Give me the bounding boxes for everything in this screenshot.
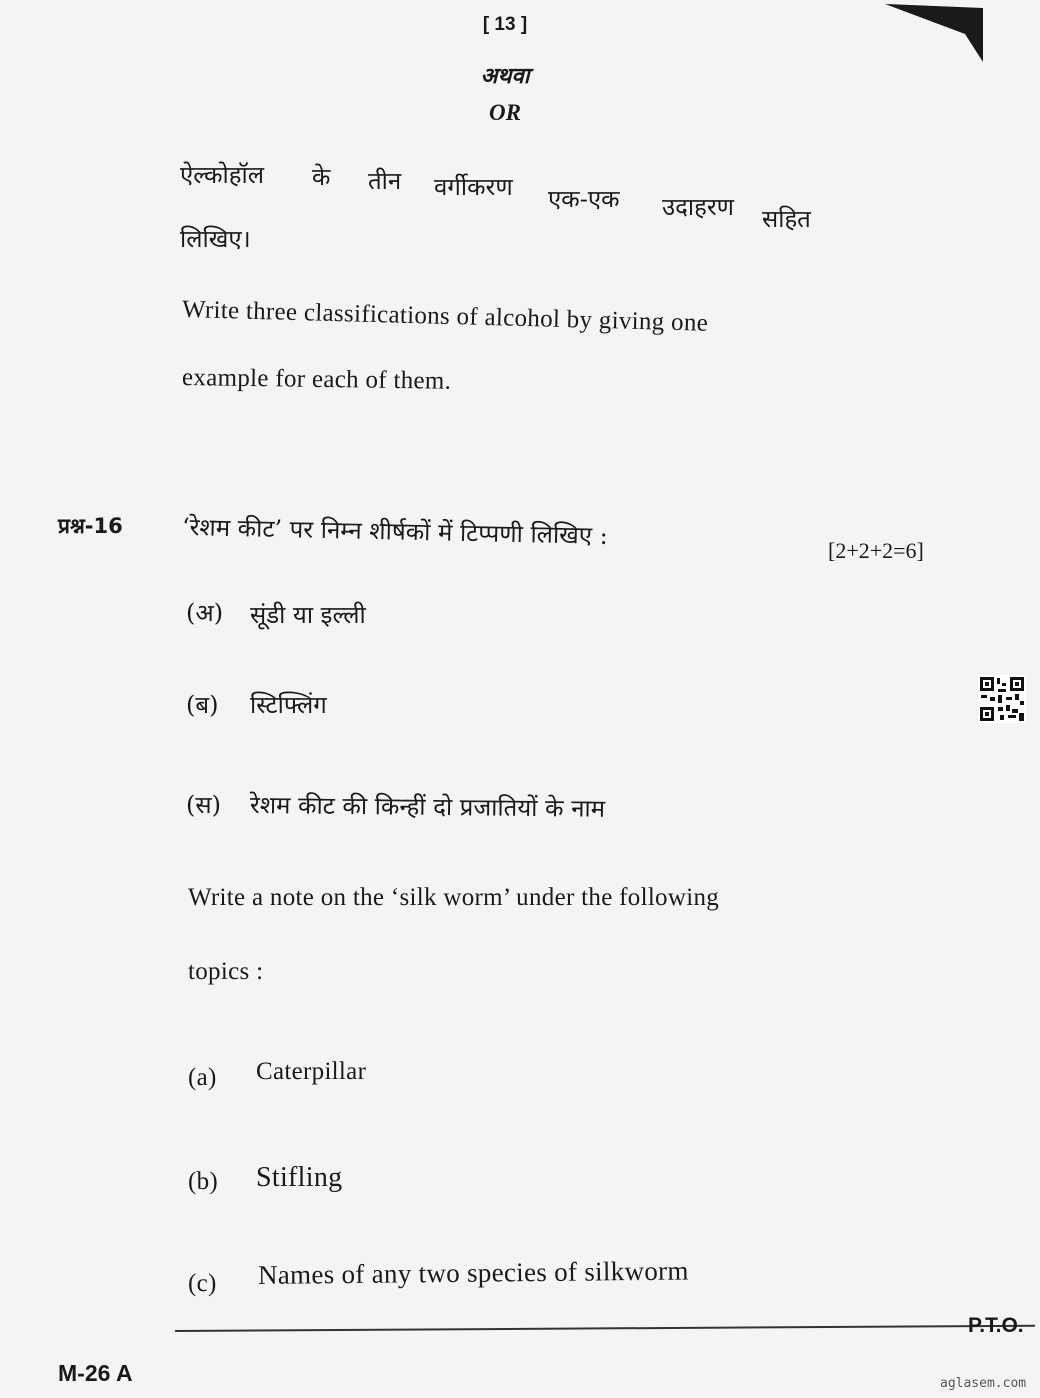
hindi-word: ऐल्कोहॉल (180, 161, 264, 189)
question-16-label: प्रश्न-16 (58, 514, 123, 538)
watermark: aglasem.com (940, 1376, 1027, 1391)
question-16-english-prompt-line1: Write a note on the ‘silk worm’ under the following (188, 884, 720, 911)
hindi-word: के (312, 163, 331, 191)
hindi-word: एक-एक (548, 185, 620, 213)
hindi-word: उदाहरण (662, 193, 735, 221)
part-text: सूंडी या इल्ली (250, 601, 366, 629)
q15-english-line1: Write three classifications of alcohol by giving one (181, 296, 709, 337)
qr-code (978, 675, 1026, 723)
q15-hindi-line2: लिखिए। (180, 225, 251, 253)
part-text: रेशम कीट की किन्हीं दो प्रजातियों के नाम (249, 791, 606, 823)
paper-code: M-26 A (58, 1360, 133, 1386)
part-marker: (b) (188, 1168, 219, 1195)
part-text: Names of any two species of silkworm (257, 1255, 689, 1290)
or-hindi: अथवा (480, 63, 530, 89)
pto-label: P.T.O. (968, 1314, 1024, 1337)
part-marker: (स) (186, 791, 221, 819)
part-marker: (ब) (186, 691, 219, 719)
question-16-hindi-prompt: ‘रेशम कीट’ पर निम्न शीर्षकों में टिप्पणी लिखिए : (181, 513, 609, 550)
footer-rule (175, 1325, 1035, 1332)
page-number: [ 13 ] (482, 14, 528, 35)
question-16-english-prompt-line2: topics : (188, 958, 264, 985)
question-16-marks: [2+2+2=6] (828, 538, 924, 563)
hindi-word: तीन (368, 167, 402, 195)
part-marker: (c) (188, 1270, 217, 1297)
q15-english-line2: example for each of them. (181, 364, 452, 395)
part-text: स्टिफ्लिंग (250, 691, 327, 719)
hindi-word: वर्गीकरण (434, 173, 513, 201)
part-marker: (अ) (186, 599, 224, 627)
hindi-word: सहित (762, 205, 811, 233)
part-text: Stifling (256, 1162, 343, 1193)
part-text: Caterpillar (256, 1058, 367, 1085)
part-marker: (a) (188, 1064, 217, 1091)
or-english: OR (489, 100, 521, 125)
